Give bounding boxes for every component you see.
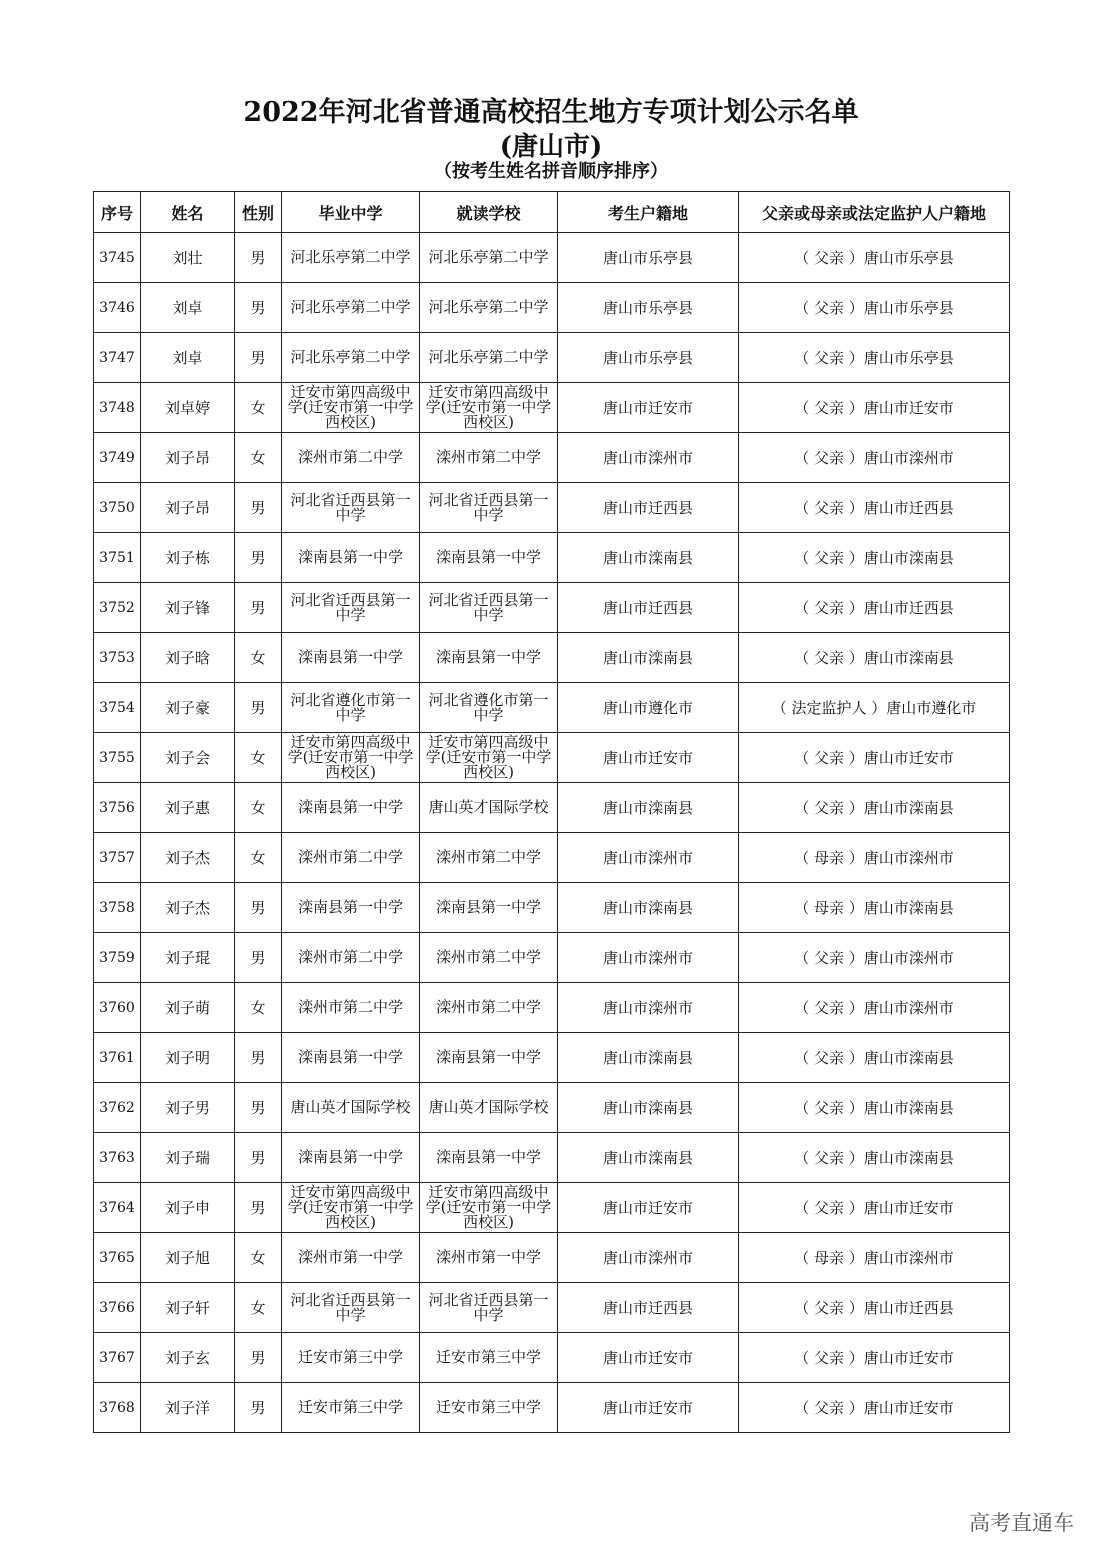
cell-graduation-school: 滦南县第一中学: [282, 1033, 420, 1083]
cell-name: 刘子申: [141, 1183, 235, 1233]
cell-name: 刘子锋: [141, 583, 235, 633]
cell-name: 刘子男: [141, 1083, 235, 1133]
cell-residence: 唐山市乐亭县: [558, 333, 739, 383]
cell-guardian-residence: （ 法定监护人 ）唐山市遵化市: [739, 683, 1010, 733]
cell-current-school: 唐山英才国际学校: [420, 783, 558, 833]
cell-gender: 女: [235, 1283, 282, 1333]
table-row: [94, 1283, 1010, 1333]
cell-residence: 唐山市乐亭县: [558, 233, 739, 283]
cell-gender: 男: [235, 1083, 282, 1133]
cell-guardian-residence: （ 父亲 ）唐山市滦南县: [739, 1033, 1010, 1083]
table-row: [94, 1333, 1010, 1383]
cell-current-school: 滦州市第一中学: [420, 1233, 558, 1283]
cell-name: 刘子惠: [141, 783, 235, 833]
cell-guardian-residence: （ 父亲 ）唐山市迁安市: [739, 1183, 1010, 1233]
cell-current-school: 河北乐亭第二中学: [420, 233, 558, 283]
cell-guardian-residence: （ 父亲 ）唐山市滦州市: [739, 933, 1010, 983]
document-subtitle: （按考生姓名拼音顺序排序）: [434, 161, 668, 182]
cell-gender: 男: [235, 683, 282, 733]
cell-graduation-school: 唐山英才国际学校: [282, 1083, 420, 1133]
cell-residence: 唐山市滦州市: [558, 433, 739, 483]
cell-guardian-residence: （ 父亲 ）唐山市迁西县: [739, 583, 1010, 633]
cell-current-school: 滦南县第一中学: [420, 1133, 558, 1183]
cell-gender: 男: [235, 283, 282, 333]
cell-graduation-school: 滦南县第一中学: [282, 883, 420, 933]
cell-graduation-school: 滦南县第一中学: [282, 783, 420, 833]
cell-name: 刘卓婷: [141, 383, 235, 433]
header-current-school: 就读学校: [420, 192, 558, 233]
cell-name: 刘子旭: [141, 1233, 235, 1283]
cell-residence: 唐山市滦南县: [558, 1033, 739, 1083]
table-row: [94, 983, 1010, 1033]
header-residence: 考生户籍地: [558, 192, 739, 233]
cell-gender: 男: [235, 883, 282, 933]
cell-seq: 3747: [94, 333, 141, 383]
cell-guardian-residence: （ 父亲 ）唐山市滦南县: [739, 1133, 1010, 1183]
cell-guardian-residence: （ 父亲 ）唐山市滦南县: [739, 533, 1010, 583]
cell-current-school: 滦南县第一中学: [420, 533, 558, 583]
cell-current-school: 迁安市第四高级中学(迁安市第一中学西校区): [420, 1183, 558, 1233]
cell-seq: 3764: [94, 1183, 141, 1233]
header-graduation-school: 毕业中学: [282, 192, 420, 233]
cell-residence: 唐山市滦州市: [558, 1233, 739, 1283]
cell-graduation-school: 河北省遵化市第一中学: [282, 683, 420, 733]
cell-seq: 3752: [94, 583, 141, 633]
cell-residence: 唐山市滦南县: [558, 533, 739, 583]
cell-guardian-residence: （ 父亲 ）唐山市迁安市: [739, 383, 1010, 433]
cell-graduation-school: 河北乐亭第二中学: [282, 333, 420, 383]
cell-residence: 唐山市迁西县: [558, 483, 739, 533]
cell-residence: 唐山市滦南县: [558, 883, 739, 933]
table-row: [94, 1383, 1010, 1433]
cell-residence: 唐山市滦州市: [558, 933, 739, 983]
cell-name: 刘卓: [141, 333, 235, 383]
cell-guardian-residence: （ 父亲 ）唐山市滦州市: [739, 983, 1010, 1033]
document-city: (唐山市): [499, 132, 603, 162]
cell-seq: 3756: [94, 783, 141, 833]
cell-seq: 3753: [94, 633, 141, 683]
cell-current-school: 滦州市第二中学: [420, 433, 558, 483]
cell-current-school: 迁安市第四高级中学(迁安市第一中学西校区): [420, 383, 558, 433]
cell-seq: 3763: [94, 1133, 141, 1183]
cell-guardian-residence: （ 父亲 ）唐山市滦南县: [739, 783, 1010, 833]
cell-residence: 唐山市迁安市: [558, 733, 739, 783]
cell-guardian-residence: （ 父亲 ）唐山市滦南县: [739, 1083, 1010, 1133]
cell-current-school: 唐山英才国际学校: [420, 1083, 558, 1133]
cell-name: 刘子明: [141, 1033, 235, 1083]
table-row: [94, 933, 1010, 983]
cell-guardian-residence: （ 父亲 ）唐山市滦州市: [739, 433, 1010, 483]
cell-current-school: 河北乐亭第二中学: [420, 333, 558, 383]
cell-gender: 男: [235, 583, 282, 633]
cell-name: 刘子栋: [141, 533, 235, 583]
header-row: [94, 192, 1010, 233]
cell-seq: 3768: [94, 1383, 141, 1433]
cell-name: 刘卓: [141, 283, 235, 333]
cell-graduation-school: 迁安市第四高级中学(迁安市第一中学西校区): [282, 383, 420, 433]
cell-seq: 3762: [94, 1083, 141, 1133]
header-seq: 序号: [94, 192, 141, 233]
roster-body: [94, 233, 1010, 1433]
cell-guardian-residence: （ 父亲 ）唐山市滦南县: [739, 633, 1010, 683]
table-row: [94, 583, 1010, 633]
cell-residence: 唐山市遵化市: [558, 683, 739, 733]
table-row: [94, 833, 1010, 883]
cell-gender: 男: [235, 1033, 282, 1083]
cell-residence: 唐山市滦南县: [558, 783, 739, 833]
cell-seq: 3748: [94, 383, 141, 433]
cell-seq: 3745: [94, 233, 141, 283]
cell-graduation-school: 河北省迁西县第一中学: [282, 583, 420, 633]
cell-current-school: 滦州市第二中学: [420, 983, 558, 1033]
cell-name: 刘子昂: [141, 483, 235, 533]
cell-residence: 唐山市滦州市: [558, 983, 739, 1033]
cell-current-school: 迁安市第三中学: [420, 1333, 558, 1383]
cell-seq: 3751: [94, 533, 141, 583]
cell-name: 刘子晗: [141, 633, 235, 683]
cell-graduation-school: 河北乐亭第二中学: [282, 283, 420, 333]
header-gender: 性别: [235, 192, 282, 233]
cell-current-school: 河北省迁西县第一中学: [420, 1283, 558, 1333]
table-row: [94, 783, 1010, 833]
cell-gender: 女: [235, 433, 282, 483]
cell-residence: 唐山市滦州市: [558, 833, 739, 883]
cell-name: 刘子萌: [141, 983, 235, 1033]
cell-seq: 3759: [94, 933, 141, 983]
cell-gender: 女: [235, 983, 282, 1033]
table-row: [94, 383, 1010, 433]
cell-current-school: 滦南县第一中学: [420, 1033, 558, 1083]
cell-gender: 女: [235, 783, 282, 833]
cell-graduation-school: 滦州市第二中学: [282, 933, 420, 983]
cell-name: 刘子杰: [141, 883, 235, 933]
table-row: [94, 1183, 1010, 1233]
cell-residence: 唐山市滦南县: [558, 633, 739, 683]
table-row: [94, 1033, 1010, 1083]
roster-table: [93, 191, 1010, 1433]
cell-gender: 女: [235, 383, 282, 433]
cell-name: 刘子瑞: [141, 1133, 235, 1183]
cell-seq: 3758: [94, 883, 141, 933]
cell-residence: 唐山市迁安市: [558, 383, 739, 433]
cell-name: 刘子杰: [141, 833, 235, 883]
cell-name: 刘壮: [141, 233, 235, 283]
cell-gender: 女: [235, 633, 282, 683]
cell-seq: 3755: [94, 733, 141, 783]
cell-residence: 唐山市迁安市: [558, 1333, 739, 1383]
cell-gender: 男: [235, 1133, 282, 1183]
cell-seq: 3765: [94, 1233, 141, 1283]
cell-graduation-school: 滦南县第一中学: [282, 633, 420, 683]
cell-guardian-residence: （ 父亲 ）唐山市乐亭县: [739, 283, 1010, 333]
cell-guardian-residence: （ 母亲 ）唐山市滦南县: [739, 883, 1010, 933]
cell-gender: 男: [235, 1183, 282, 1233]
cell-seq: 3754: [94, 683, 141, 733]
table-row: [94, 233, 1010, 283]
cell-graduation-school: 滦南县第一中学: [282, 533, 420, 583]
cell-graduation-school: 滦州市第二中学: [282, 433, 420, 483]
cell-name: 刘子豪: [141, 683, 235, 733]
document-title: 2022年河北省普通高校招生地方专项计划公示名单: [243, 97, 859, 128]
cell-current-school: 河北省迁西县第一中学: [420, 483, 558, 533]
cell-current-school: 河北省迁西县第一中学: [420, 583, 558, 633]
table-row: [94, 533, 1010, 583]
cell-gender: 女: [235, 733, 282, 783]
cell-gender: 男: [235, 933, 282, 983]
cell-current-school: 滦州市第二中学: [420, 933, 558, 983]
table-row: [94, 683, 1010, 733]
table-row: [94, 883, 1010, 933]
cell-name: 刘子会: [141, 733, 235, 783]
cell-guardian-residence: （ 父亲 ）唐山市乐亭县: [739, 233, 1010, 283]
cell-name: 刘子轩: [141, 1283, 235, 1333]
cell-gender: 男: [235, 533, 282, 583]
cell-name: 刘子玄: [141, 1333, 235, 1383]
cell-guardian-residence: （ 父亲 ）唐山市乐亭县: [739, 333, 1010, 383]
header-name: 姓名: [141, 192, 235, 233]
cell-current-school: 迁安市第四高级中学(迁安市第一中学西校区): [420, 733, 558, 783]
cell-name: 刘子昂: [141, 433, 235, 483]
cell-current-school: 河北省遵化市第一中学: [420, 683, 558, 733]
table-row: [94, 1133, 1010, 1183]
cell-graduation-school: 迁安市第四高级中学(迁安市第一中学西校区): [282, 733, 420, 783]
cell-gender: 女: [235, 1233, 282, 1283]
cell-gender: 男: [235, 483, 282, 533]
cell-residence: 唐山市迁西县: [558, 1283, 739, 1333]
header-guardian-residence: 父亲或母亲或法定监护人户籍地: [739, 192, 1010, 233]
cell-seq: 3766: [94, 1283, 141, 1333]
cell-guardian-residence: （ 母亲 ）唐山市滦州市: [739, 833, 1010, 883]
cell-graduation-school: 迁安市第三中学: [282, 1383, 420, 1433]
table-row: [94, 633, 1010, 683]
table-row: [94, 283, 1010, 333]
cell-graduation-school: 滦州市第一中学: [282, 1233, 420, 1283]
cell-residence: 唐山市迁西县: [558, 583, 739, 633]
cell-current-school: 滦南县第一中学: [420, 633, 558, 683]
cell-seq: 3750: [94, 483, 141, 533]
cell-residence: 唐山市滦南县: [558, 1133, 739, 1183]
cell-guardian-residence: （ 父亲 ）唐山市迁安市: [739, 1333, 1010, 1383]
table-row: [94, 733, 1010, 783]
cell-seq: 3749: [94, 433, 141, 483]
cell-graduation-school: 河北乐亭第二中学: [282, 233, 420, 283]
cell-residence: 唐山市乐亭县: [558, 283, 739, 333]
cell-graduation-school: 滦州市第二中学: [282, 833, 420, 883]
cell-guardian-residence: （ 父亲 ）唐山市迁安市: [739, 733, 1010, 783]
cell-guardian-residence: （ 父亲 ）唐山市迁西县: [739, 483, 1010, 533]
cell-graduation-school: 迁安市第四高级中学(迁安市第一中学西校区): [282, 1183, 420, 1233]
cell-seq: 3761: [94, 1033, 141, 1083]
cell-graduation-school: 滦州市第二中学: [282, 983, 420, 1033]
cell-seq: 3760: [94, 983, 141, 1033]
cell-residence: 唐山市迁安市: [558, 1383, 739, 1433]
cell-guardian-residence: （ 父亲 ）唐山市迁安市: [739, 1383, 1010, 1433]
cell-name: 刘子洋: [141, 1383, 235, 1433]
cell-current-school: 河北乐亭第二中学: [420, 283, 558, 333]
cell-gender: 男: [235, 333, 282, 383]
cell-gender: 男: [235, 233, 282, 283]
cell-seq: 3757: [94, 833, 141, 883]
cell-gender: 男: [235, 1383, 282, 1433]
cell-guardian-residence: （ 母亲 ）唐山市滦州市: [739, 1233, 1010, 1283]
cell-residence: 唐山市滦南县: [558, 1083, 739, 1133]
cell-graduation-school: 滦南县第一中学: [282, 1133, 420, 1183]
cell-current-school: 迁安市第三中学: [420, 1383, 558, 1433]
cell-guardian-residence: （ 父亲 ）唐山市迁西县: [739, 1283, 1010, 1333]
table-row: [94, 483, 1010, 533]
cell-residence: 唐山市迁安市: [558, 1183, 739, 1233]
table-row: [94, 1233, 1010, 1283]
cell-graduation-school: 迁安市第三中学: [282, 1333, 420, 1383]
cell-current-school: 滦南县第一中学: [420, 883, 558, 933]
table-row: [94, 433, 1010, 483]
cell-seq: 3767: [94, 1333, 141, 1383]
cell-gender: 男: [235, 1333, 282, 1383]
cell-seq: 3746: [94, 283, 141, 333]
cell-graduation-school: 河北省迁西县第一中学: [282, 483, 420, 533]
watermark-text: 高考直通车: [969, 1511, 1074, 1535]
table-row: [94, 333, 1010, 383]
cell-gender: 女: [235, 833, 282, 883]
cell-graduation-school: 河北省迁西县第一中学: [282, 1283, 420, 1333]
cell-current-school: 滦州市第二中学: [420, 833, 558, 883]
table-row: [94, 1083, 1010, 1133]
cell-name: 刘子琨: [141, 933, 235, 983]
